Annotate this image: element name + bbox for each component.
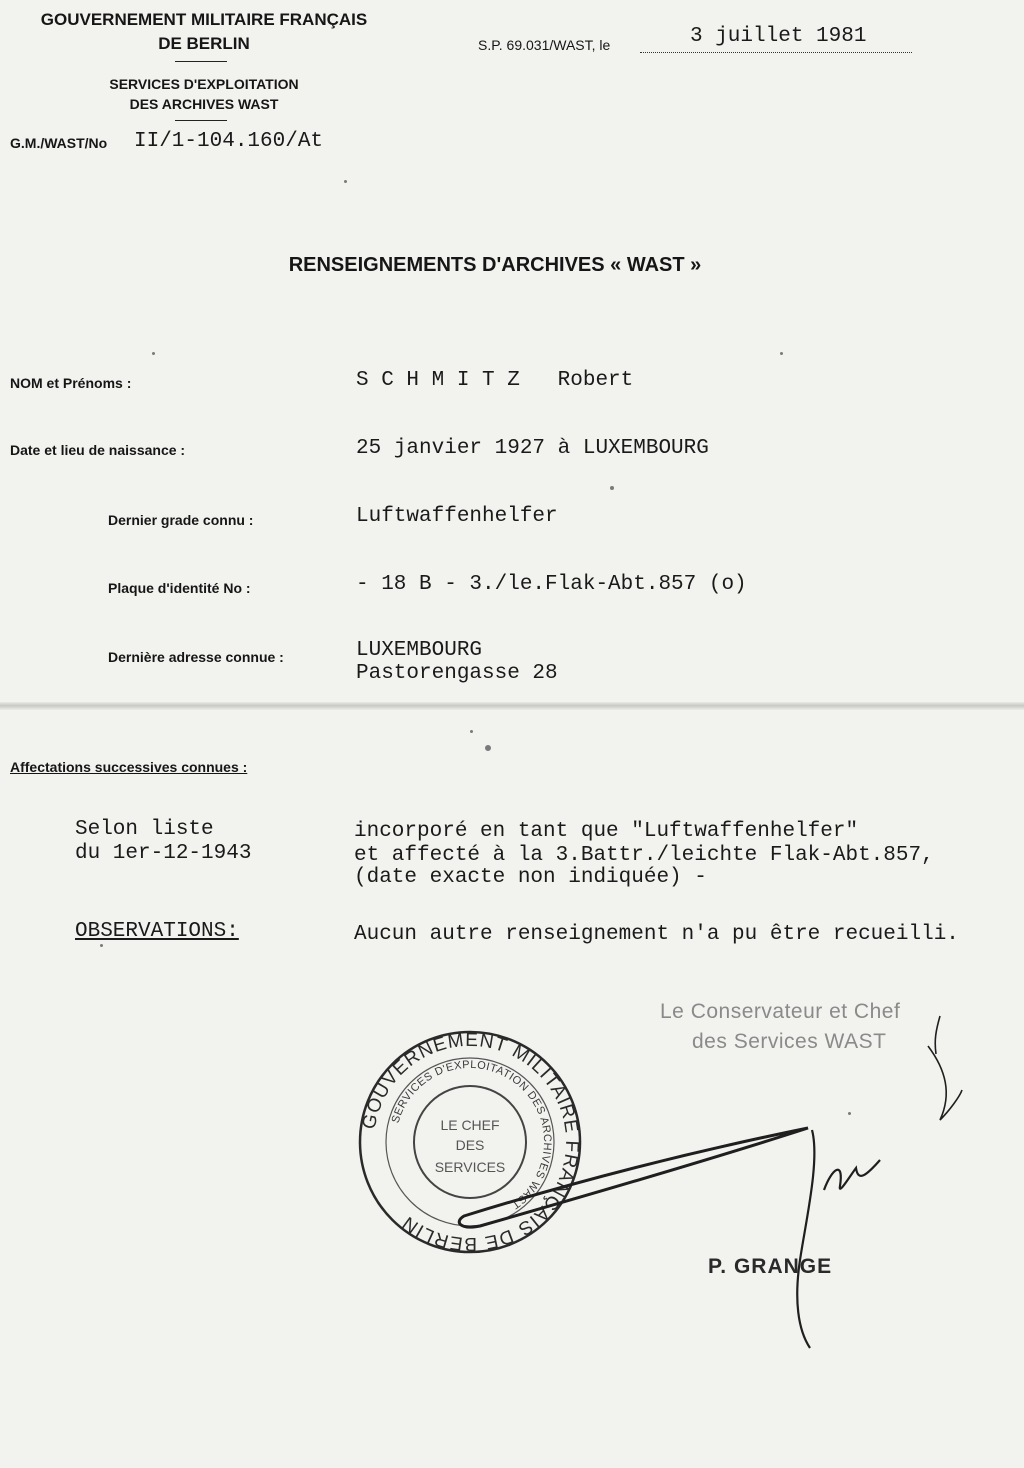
handwritten-signature bbox=[440, 1000, 1000, 1360]
assignment-source-line1: Selon liste bbox=[75, 818, 214, 841]
stamp-center-line1: LE CHEF bbox=[440, 1117, 500, 1133]
stamp-center-line2: DES bbox=[455, 1137, 485, 1153]
name-value: S C H M I T Z Robert bbox=[356, 369, 634, 392]
document-date: 3 juillet 1981 bbox=[690, 25, 867, 48]
signatory-name: P. GRANGE bbox=[708, 1255, 833, 1278]
header-divider bbox=[175, 61, 227, 62]
header-divider bbox=[175, 120, 227, 121]
paper-fold-line bbox=[0, 702, 1024, 710]
assignment-text-line2: et affecté à la 3.Battr./leichte Flak-Abt.857, bbox=[354, 844, 934, 867]
scan-speck bbox=[470, 730, 473, 733]
document-title: RENSEIGNEMENTS D'ARCHIVES « WAST » bbox=[288, 254, 702, 276]
rank-label: Dernier grade connu : bbox=[108, 512, 254, 528]
org-name-line2: DE BERLIN bbox=[158, 34, 250, 53]
address-label: Dernière adresse connue : bbox=[108, 649, 284, 665]
stamp-inner-text: SERVICES D'EXPLOITATION DES ARCHIVES WAST bbox=[389, 1058, 554, 1212]
address-line1: LUXEMBOURG bbox=[356, 639, 483, 662]
name-label: NOM et Prénoms : bbox=[10, 375, 132, 391]
observations-text: Aucun autre renseignement n'a pu être recueilli. bbox=[354, 923, 959, 946]
address-line2: Pastorengasse 28 bbox=[356, 662, 558, 685]
assignment-source-line2: du 1er-12-1943 bbox=[75, 842, 252, 865]
birth-label: Date et lieu de naissance : bbox=[10, 442, 186, 458]
scan-speck bbox=[610, 486, 614, 490]
signatory-title-line1: Le Conservateur et Chef bbox=[660, 1000, 901, 1023]
id-tag-label: Plaque d'identité No : bbox=[108, 580, 251, 596]
place-label: S.P. 69.031/WAST, le bbox=[478, 37, 611, 53]
stamp-center-line3: SERVICES bbox=[434, 1159, 506, 1175]
scan-speck bbox=[485, 745, 491, 751]
org-name-line1: GOUVERNEMENT MILITAIRE FRANÇAIS bbox=[40, 10, 368, 29]
observations-label: OBSERVATIONS: bbox=[75, 920, 239, 943]
scan-speck bbox=[344, 180, 347, 183]
id-tag-value: - 18 B - 3./le.Flak-Abt.857 (o) bbox=[356, 573, 747, 596]
scan-speck bbox=[152, 352, 155, 355]
signatory-title-line2: des Services WAST bbox=[692, 1030, 887, 1053]
reference-number: II/1-104.160/At bbox=[134, 130, 324, 153]
assignments-heading: Affectations successives connues : bbox=[10, 759, 248, 775]
rank-value: Luftwaffenhelfer bbox=[356, 505, 558, 528]
birth-value: 25 janvier 1927 à LUXEMBOURG bbox=[356, 437, 709, 460]
reference-label: G.M./WAST/No bbox=[10, 135, 108, 151]
scan-speck bbox=[780, 352, 783, 355]
date-underline bbox=[640, 51, 912, 53]
service-name-line2: DES ARCHIVES WAST bbox=[129, 96, 279, 112]
service-name-line1: SERVICES D'EXPLOITATION bbox=[109, 76, 299, 92]
assignment-text-line3: (date exacte non indiquée) - bbox=[354, 866, 707, 889]
assignment-text-line1: incorporé en tant que "Luftwaffenhelfer" bbox=[354, 820, 859, 843]
scan-speck bbox=[100, 944, 103, 947]
stamp-outer-text: GOUVERNEMENT MILITAIRE FRANÇAIS DE BERLIN bbox=[358, 1029, 583, 1255]
